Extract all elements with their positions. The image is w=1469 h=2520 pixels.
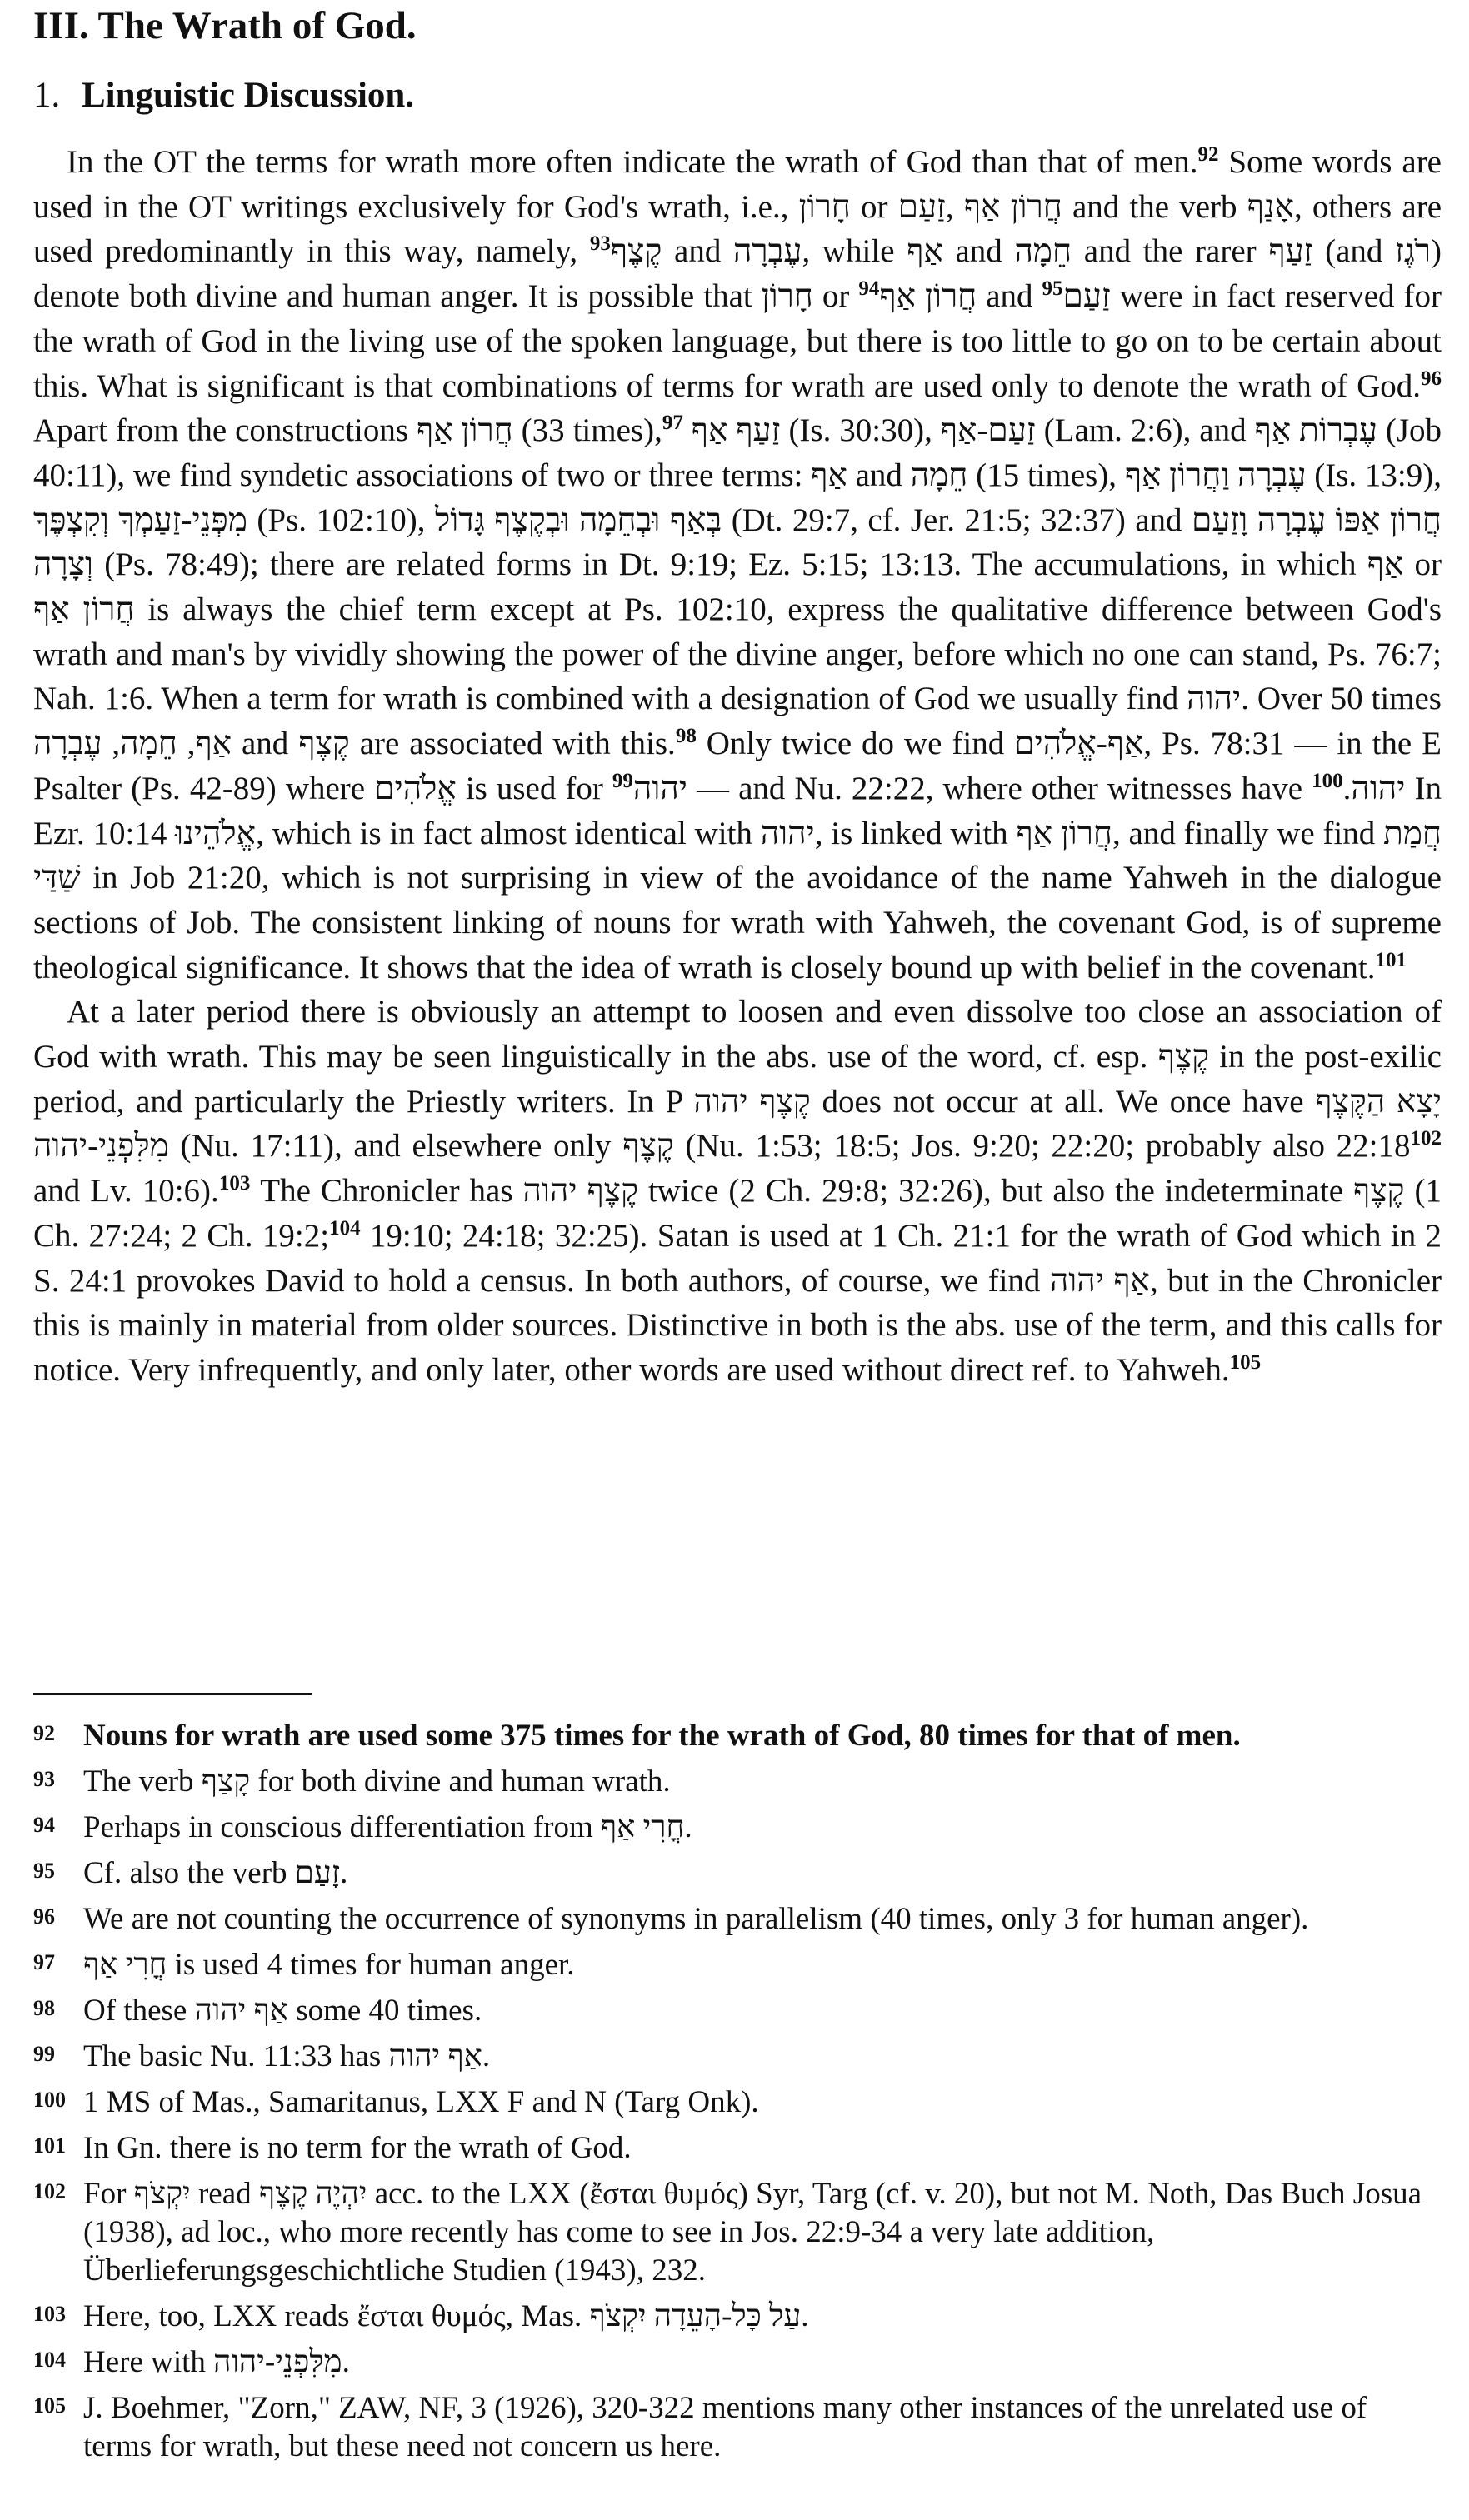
footnote-text: Of these אַף יהוה some 40 times. — [83, 1994, 482, 2028]
footnote-105 — [33, 2389, 1442, 2466]
footnote-97 — [33, 1946, 1442, 1984]
text-run: and עֶבְרָה, while אַף and חֵמָה and the rarer זַעַף (and רֹגֶז) denote both divine and human anger. It is possible that חָרוֹן or חֲרוֹן אַף — [33, 233, 1442, 315]
paragraph-1 — [33, 140, 1442, 990]
footnote-ref-103[interactable]: 103 — [218, 1172, 251, 1195]
footnote-ref-93[interactable]: 93 — [589, 232, 611, 256]
footnote-96 — [33, 1900, 1442, 1939]
footnote-number: 103 — [33, 2302, 66, 2326]
footnote-92 — [33, 1717, 1442, 1755]
section-title: III. The Wrath of God. — [33, 4, 417, 47]
footnote-text: Nouns for wrath are used some 375 times for the wrath of God, 80 times for that of men. — [83, 1719, 1241, 1753]
footnote-text: Perhaps in conscious differentiation from חֳרִי אַף. — [83, 1810, 692, 1844]
footnote-number: 99 — [33, 2042, 55, 2066]
footnote-number: 94 — [33, 1813, 55, 1837]
text-run: — and Nu. 22:22, where other witnesses have יהוה. — [687, 770, 1406, 806]
body-text — [33, 140, 1442, 1393]
footnote-text: In Gn. there is no term for the wrath of God. — [83, 2131, 632, 2165]
footnote-text: Cf. also the verb זָעַם. — [83, 1856, 348, 1890]
footnote-text: Here, too, LXX reads ἔσται θυμός, Mas. עַל כָּל-הָעֵדָה יִקְצֹף. — [83, 2299, 809, 2333]
footnote-ref-95[interactable]: 95 — [1042, 277, 1063, 301]
text-run: and זַעַם — [977, 278, 1111, 315]
footnote-ref-102[interactable]: 102 — [1410, 1127, 1442, 1150]
document-page — [33, 0, 1442, 2520]
footnote-text: Here with מִלִּפְנֵי-יהוה. — [83, 2345, 350, 2379]
text-run: In the OT the terms for wrath more often indicate the wrath of God than that of men. — [67, 144, 1198, 180]
footnote-list — [33, 1717, 1442, 2473]
footnote-93 — [33, 1763, 1442, 1801]
text-run: 19:10; 24:18; 32:25). Satan is used at 1 Ch. 21:1 for the wrath of God which in 2 S. 24:1 provokes David to hold a census. In both authors, of course, we find אַף יהוה, but in the Chronicler this is mainly in material from older sources. Distinctive in both is the abs. use of the term, and this calls for notice. Very infrequently, and only later, other words are used without direct ref. to Yahweh. — [33, 1217, 1442, 1388]
footnote-text: The basic Nu. 11:33 has אַף יהוה. — [83, 2039, 491, 2073]
footnote-number: 100 — [33, 2088, 66, 2112]
text-run: In Ezr. 10:14 אֱלֹהֵינוּ, which is in fact almost identical with יהוה, is linked with חֲרוֹן אַף, and finally we find חֲמַת שַׁדַּי in Job 21:20, which is not surprising in view of the avoidance of the name Yahweh in the dialogue sections of Job. The consistent linking of nouns for wrath with Yahweh, the covenant God, is of supreme theological significance. It shows that the idea of wrath is closely bound up with belief in the covenant. — [33, 770, 1442, 986]
footnote-95 — [33, 1854, 1442, 1893]
text-run: Only twice do we find אַף-אֱלֹהִים, Ps. 78:31 — in the E Psalter (Ps. 42-89) where אֱלֹהִים is used for יהוה — [33, 726, 1442, 806]
footnote-number: 93 — [33, 1767, 55, 1791]
footnote-ref-100[interactable]: 100 — [1312, 769, 1343, 792]
footnote-104 — [33, 2343, 1442, 2382]
footnote-ref-101[interactable]: 101 — [1375, 948, 1407, 971]
footnote-101 — [33, 2129, 1442, 2168]
footnote-ref-94[interactable]: 94 — [858, 277, 880, 301]
footnote-100 — [33, 2083, 1442, 2122]
text-run: The Chronicler has קֶצֶף יהוה twice (2 Ch. 29:8; 32:26), but also the indeterminate קֶצֶף (1 Ch. 27:24; 2 Ch. 19:2; — [33, 1173, 1442, 1254]
footnote-103 — [33, 2298, 1442, 2336]
footnote-ref-105[interactable]: 105 — [1229, 1350, 1262, 1374]
footnote-number: 92 — [33, 1721, 55, 1745]
footnote-text: The verb קָצַף for both divine and human wrath. — [83, 1764, 671, 1799]
subsection-title — [33, 75, 414, 116]
text-run: and Lv. 10:6). — [33, 1173, 219, 1210]
text-run: At a later period there is obviously an attempt to loosen and even dissolve too close an association of God with wrath. This may be seen linguistically in the abs. use of the word, cf. esp. קֶצֶף in the post-exilic period, and particularly the Priestly writers. In P קֶצֶף יהוה does not occur at all. We once have יָצָא הַקֶּצֶף מִלִּפְנֵי-יהוה (Nu. 17:11), and elsewhere only קֶצֶף (Nu. 1:53; 18:5; Jos. 9:20; 22:20; probably also 22:18 — [33, 994, 1442, 1165]
footnote-ref-97[interactable]: 97 — [662, 412, 683, 435]
footnote-number: 98 — [33, 1996, 55, 2020]
footnote-ref-98[interactable]: 98 — [675, 725, 697, 748]
footnote-98 — [33, 1992, 1442, 2030]
footnote-number: 105 — [33, 2393, 66, 2418]
footnote-ref-99[interactable]: 99 — [612, 769, 633, 792]
footnote-ref-104[interactable]: 104 — [329, 1216, 361, 1240]
text-run: זַעַף אַף (Is. 30:30), זַעַם-אַף (Lam. 2:6), and עֶבְרוֹת אַף (Job 40:11), we find syndetic associations of two or three terms: אַף and חֵמָה (15 times), עֶבְרָה וַחֲרוֹן אַף (Is. 13:9), מִפְּנֵי-זַעַמְךָ וְקִצְפֶּךָ (Ps. 102:10), בְּאַף וּבְחֵמָה וּבְקֶצֶף גָּדוֹל (Dt. 29:7, cf. Jer. 21:5; 32:37) and חֲרוֹן אַפּוֹ עֶבְרָה וָזַעַם וְצָרָה (Ps. 78:49); there are related forms in Dt. 9:19; Ez. 5:15; 13:13. The accumulations, in which אַף or חֲרוֹן אַף is always the chief term except at Ps. 102:10, express the qualitative difference between God's wrath and man's by vividly showing the power of the divine anger, before which no one can stand, Ps. 76:7; Nah. 1:6. When a term for wrath is combined with a designation of God we usually find יהוה. Over 50 times אַף, חֵמָה, עֶבְרָה and קֶצֶף are associated with this. — [33, 412, 1442, 762]
footnote-number: 97 — [33, 1950, 55, 1974]
subsection-title-text: Linguistic Discussion. — [82, 76, 415, 115]
footnote-text: For יִקְצֹף read יִהְיֶה קֶצֶף acc. to the LXX (ἔσται θυμός) Syr, Targ (cf. v. 20), but not M. Noth, Das Buch Josua (1938), ad loc., who more recently has come to see in Jos. 22:9-34 a very late addition, Überlieferungsgeschichtliche Studien (1943), 232. — [83, 2177, 1422, 2288]
footnote-ref-92[interactable]: 92 — [1197, 143, 1219, 166]
text-run: Some words are used in the OT writings exclusively for God's wrath, i.e., חָרוֹן or חֲרוֹן אַף ,זַעַם and the verb אָנַף, others are used predominantly in this way, namely, קֶצֶף — [33, 144, 1442, 270]
footnote-number: 104 — [33, 2348, 66, 2372]
footnote-text: חֳרִי אַף is used 4 times for human anger. — [83, 1948, 575, 1982]
footnote-text: J. Boehmer, "Zorn," ZAW, NF, 3 (1926), 320-322 mentions many other instances of the unrelated use of terms for wrath, but these need not concern us here. — [83, 2391, 1367, 2463]
footnote-text: 1 MS of Mas., Samaritanus, LXX F and N (Targ Onk). — [83, 2085, 759, 2119]
footnote-number: 102 — [33, 2179, 66, 2203]
footnote-99 — [33, 2038, 1442, 2076]
footnote-102 — [33, 2175, 1442, 2290]
footnote-number: 96 — [33, 1904, 55, 1929]
footnote-ref-96[interactable]: 96 — [1421, 367, 1442, 390]
footnote-number: 95 — [33, 1859, 55, 1883]
footnote-text: We are not counting the occurrence of synonyms in parallelism (40 times, only 3 for human anger). — [83, 1902, 1309, 1936]
footnote-number: 101 — [33, 2133, 66, 2158]
paragraph-2 — [33, 990, 1442, 1392]
footnote-divider — [33, 1693, 312, 1695]
subsection-number: 1. — [33, 76, 61, 115]
footnote-94 — [33, 1809, 1442, 1847]
text-run: Apart from the constructions חֲרוֹן אַף (33 times), — [33, 412, 662, 449]
text-run: were in fact reserved for the wrath of God in the living use of the spoken language, but there is too little to go on to be certain about this. What is significant is that combinations of terms for wrath are used only to denote the wrath of God. — [33, 278, 1442, 404]
